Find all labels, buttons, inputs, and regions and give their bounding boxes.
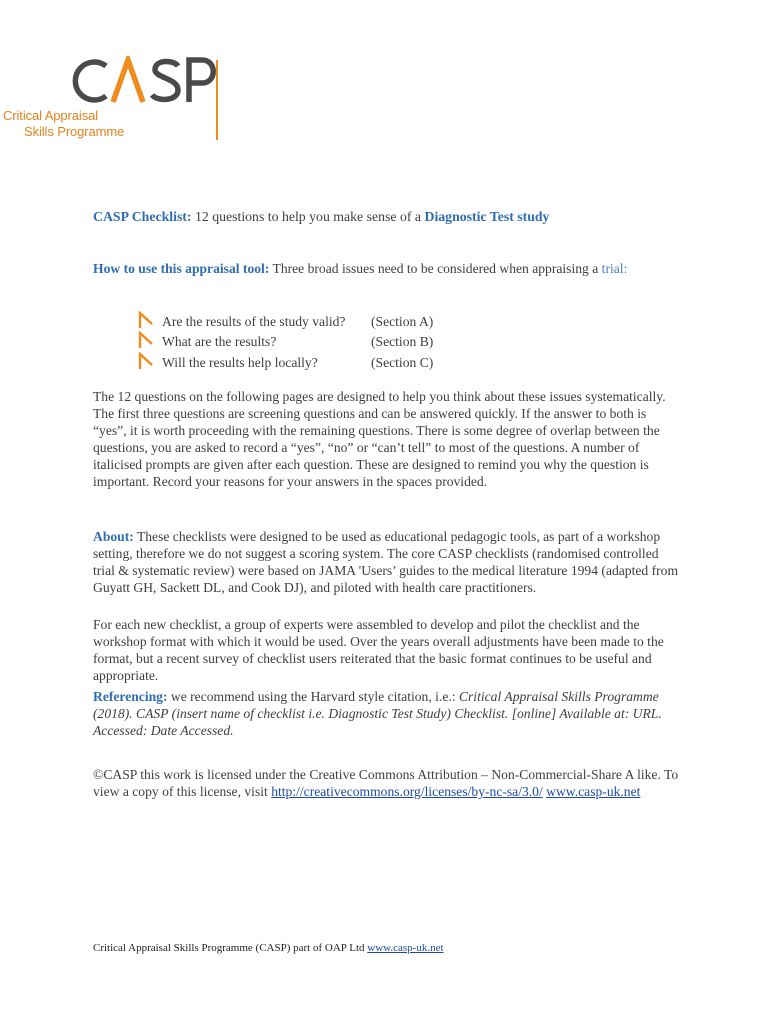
- casp-website-link[interactable]: www.casp-uk.net: [546, 784, 641, 799]
- question-section: (Section B): [371, 334, 434, 349]
- referencing-label: Referencing:: [93, 689, 168, 704]
- page-footer: [93, 942, 444, 954]
- question-text: What are the results?: [162, 334, 277, 349]
- how-to-link-word: trial:: [601, 261, 628, 276]
- license-paragraph: [93, 766, 683, 800]
- intro-paragraph: The 12 questions on the following pages are designed to help you think about these issues systematically. The first three questions are screening questions and can be answered quickly. If the answer to both is “yes”, it is worth proceeding with the remaining questions. There is some degree of overlap between the questions, you are asked to record a “yes”, “no” or “can’t tell” to most of the questions. A number of italicised prompts are given after each question. These are designed to remind you why the question is important. Record your reasons for your answers in the spaces provided.: [93, 389, 666, 489]
- footer-link[interactable]: www.casp-uk.net: [367, 942, 444, 954]
- how-to-label: How to use this appraisal tool:: [93, 261, 270, 276]
- question-text: Will the results help locally?: [162, 355, 318, 370]
- about-text: These checklists were designed to be used as educational pedagogic tools, as part of a workshop setting, therefore we do not suggest a scoring system. The core CASP checklists (randomised controlled trial & systematic review) were based on JAMA 'Users’ guides to the medical literature 1994 (adapted from Guyatt GH, Sackett DL, and Cook DJ), and piloted with health care practitioners.: [93, 529, 679, 595]
- about-label: About:: [93, 529, 134, 544]
- logo-subtitle-line1: Critical Appraisal: [3, 108, 99, 123]
- referencing-text: we recommend using the Harvard style citation, i.e.:: [167, 689, 459, 704]
- title-highlight: Diagnostic Test study: [424, 209, 550, 224]
- how-to-text: Three broad issues need to be considered when appraising a: [269, 261, 602, 276]
- arrow-bullet-icon: [138, 331, 154, 349]
- license-text: ©CASP this work is licensed under the Creative Commons Attribution – Non-Commercial-Share A like. To view a copy of this license, visit: [93, 767, 679, 799]
- arrow-bullet-icon: [138, 352, 154, 370]
- question-section: (Section C): [371, 355, 434, 370]
- referencing-citation: Critical Appraisal Skills Programme (2018). CASP (insert name of checklist i.e. Diagnostic Test Study) Checklist. [online] Available at: URL. Accessed: Date Accessed.: [93, 689, 662, 738]
- footer-text: Critical Appraisal Skills Programme (CASP) part of OAP Ltd: [93, 942, 368, 954]
- question-section: (Section A): [371, 314, 434, 329]
- new-checklist-paragraph: For each new checklist, a group of experts were assembled to develop and pilot the checklist and the workshop format with which it would be used. Over the years overall adjustments have been made to the format, but a recent survey of checklist users reiterated that the basic format continues to be useful and appropriate.: [93, 617, 664, 683]
- title-text: 12 questions to help you make sense of a: [191, 209, 425, 224]
- referencing-paragraph: [93, 688, 683, 739]
- arrow-bullet-icon: [138, 311, 154, 329]
- checklist-title: [93, 208, 683, 225]
- license-link[interactable]: http://creativecommons.org/licenses/by-nc-sa/3.0/: [271, 784, 543, 799]
- about-paragraph: [93, 528, 683, 596]
- title-label: CASP Checklist:: [93, 209, 192, 224]
- how-to-paragraph: [93, 260, 683, 277]
- logo-divider: [216, 60, 218, 140]
- logo-subtitle-line2: Skills Programme: [24, 124, 125, 139]
- casp-wordmark: [72, 56, 222, 104]
- question-text: Are the results of the study valid?: [162, 314, 346, 329]
